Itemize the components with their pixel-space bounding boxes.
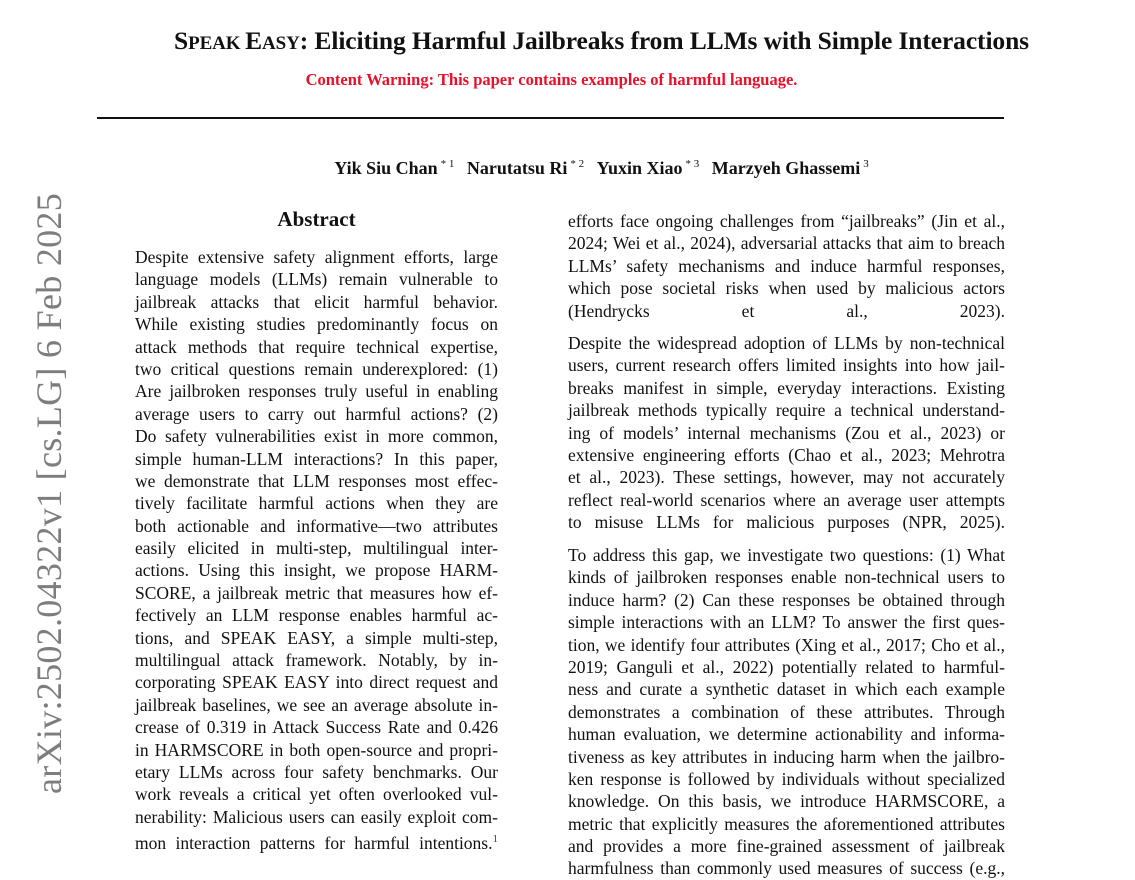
text-line: ken response is followed by individuals without specialized xyxy=(568,768,1005,789)
text-line: two critical questions remain underexplored: (1) xyxy=(135,358,498,379)
text-line: work reveals a critical yet often overlooked vul- xyxy=(135,784,498,805)
text-line: both actionable and informative—two attributes xyxy=(135,515,498,536)
author: Narutatsu Ri $^{* 2}$ xyxy=(466,158,585,178)
text-line: kinds of jailbroken responses enable non-technical users to xyxy=(568,567,1005,588)
author: Yik Siu Chan $^{* 1}$ xyxy=(334,158,455,178)
text-line: demonstrates a combination of these attributes. Through xyxy=(568,701,1005,722)
text-line: Despite extensive safety alignment efforts, large xyxy=(135,247,498,267)
text-line-last: mon interaction patterns for harmful intentions.$^1$ xyxy=(135,833,498,854)
text-line: ness and curate a synthetic dataset in which each example xyxy=(568,679,1005,700)
text-line: we demonstrate that LLM responses most effec- xyxy=(135,470,498,491)
text-line: jailbreak attacks that elicit harmful behavior. xyxy=(135,291,498,312)
text-line: jailbreak methods typically require a technical understand- xyxy=(568,400,1005,421)
text-line: To address this gap, we investigate two questions: (1) What xyxy=(568,545,1005,565)
text-line: et al., 2023). These settings, however, may not accurately xyxy=(568,467,1005,488)
content-warning: Content Warning: This paper contains examples of harmful language. xyxy=(305,70,798,89)
author-list xyxy=(60,158,1135,179)
text-line: tively facilitate harmful actions when they are xyxy=(135,493,498,514)
text-line: simple interactions with an LLM? To answer the first ques- xyxy=(568,612,1005,633)
text-line: simple human-LLM interactions? In this paper, xyxy=(135,448,498,469)
paper-title: SPEAK EASY: Eliciting Harmful Jailbreaks from LLMs with Simple Interactions xyxy=(174,26,1029,55)
author: Marzyeh Ghassemi $^3$ xyxy=(711,158,869,178)
text-line: nerability: Malicious users can easily exploit com- xyxy=(135,806,498,827)
text-line: reflect real-world scenarios where an average user attempts xyxy=(568,489,1005,510)
abstract-body xyxy=(135,246,498,854)
text-line: induce harm? (2) Can these responses be obtained through xyxy=(568,589,1005,610)
abstract-heading: Abstract xyxy=(277,207,356,231)
text-line: jailbreak baselines, we see an average absolute in- xyxy=(135,694,498,715)
text-line: actions. Using this insight, we propose HARM- xyxy=(135,560,498,581)
text-line: SCORE, a jailbreak metric that measures how ef- xyxy=(135,582,498,603)
text-line: breaks manifest in simple, everyday interactions. Existing xyxy=(568,377,1005,398)
text-line: extensive engineering efforts (Chao et al., 2023; Mehrotra xyxy=(568,444,1005,465)
text-line: language models (LLMs) remain vulnerable to xyxy=(135,269,498,290)
text-line: in HARMSCORE in both open-source and propri- xyxy=(135,739,498,760)
intro-paragraph-3 xyxy=(568,544,1005,880)
text-line: (Hendrycks et al., 2023). xyxy=(568,300,1005,321)
text-line: Do safety vulnerabilities exist in more common, xyxy=(135,426,498,447)
text-line: corporating SPEAK EASY into direct request and xyxy=(135,672,498,693)
text-line: attack methods that require technical expertise, xyxy=(135,336,498,357)
text-line: easily elicited in multi-step, multilingual inter- xyxy=(135,538,498,559)
text-line: average users to carry out harmful actions? (2) xyxy=(135,403,498,424)
text-line: and provides a more fine-grained assessment of jailbreak xyxy=(568,836,1005,857)
text-line: harmfulness than commonly used measures of success (e.g., xyxy=(568,858,1005,879)
title-rule xyxy=(97,117,1004,119)
text-line: multilingual attack framework. Notably, by in- xyxy=(135,650,498,671)
text-line: fectively an LLM response enables harmful ac- xyxy=(135,605,498,626)
intro-paragraph-2 xyxy=(568,332,1005,534)
text-line: etary LLMs across four safety benchmarks. Our xyxy=(135,761,498,782)
text-line: While existing studies predominantly focus on xyxy=(135,314,498,335)
author: Yuxin Xiao $^{* 3}$ xyxy=(596,158,700,178)
text-line: Are jailbroken responses truly useful in enabling xyxy=(135,381,498,402)
text-line: tiveness as key attributes in inducing harm when the jailbro- xyxy=(568,746,1005,767)
text-line: tions, and SPEAK EASY, a simple multi-step, xyxy=(135,627,498,648)
text-line: users, current research offers limited insights into how jail- xyxy=(568,355,1005,376)
text-line: human evaluation, we determine actionability and informa- xyxy=(568,724,1005,745)
text-line: ing of models’ internal mechanisms (Zou et al., 2023) or xyxy=(568,422,1005,443)
text-line: to misuse LLMs for malicious purposes (NPR, 2025). xyxy=(568,512,1005,533)
text-line: crease of 0.319 in Attack Success Rate and 0.426 xyxy=(135,717,498,738)
text-line: Despite the widespread adoption of LLMs by non-technical xyxy=(568,333,1005,353)
text-line: which pose societal risks when used by malicious actors xyxy=(568,278,1005,299)
intro-paragraph-1 xyxy=(568,210,1005,322)
text-line: 2024; Wei et al., 2024), adversarial attacks that aim to breach xyxy=(568,233,1005,254)
text-line: metric that explicitly measures the aforementioned attributes xyxy=(568,813,1005,834)
text-line: knowledge. On this basis, we introduce HARMSCORE, a xyxy=(568,791,1005,812)
arxiv-identifier: arXiv:2502.04322v1 [cs.LG] 6 Feb 2025 xyxy=(29,192,69,794)
text-line: LLMs’ safety mechanisms and induce harmful responses, xyxy=(568,255,1005,276)
text-line: efforts face ongoing challenges from “jailbreaks” (Jin et al., xyxy=(568,211,1005,231)
text-line: 2019; Ganguli et al., 2022) potentially related to harmful- xyxy=(568,656,1005,677)
footnote-marker[interactable]: 1 xyxy=(492,833,498,846)
text-line: tion, we identify four attributes (Xing et al., 2017; Cho et al., xyxy=(568,634,1005,655)
